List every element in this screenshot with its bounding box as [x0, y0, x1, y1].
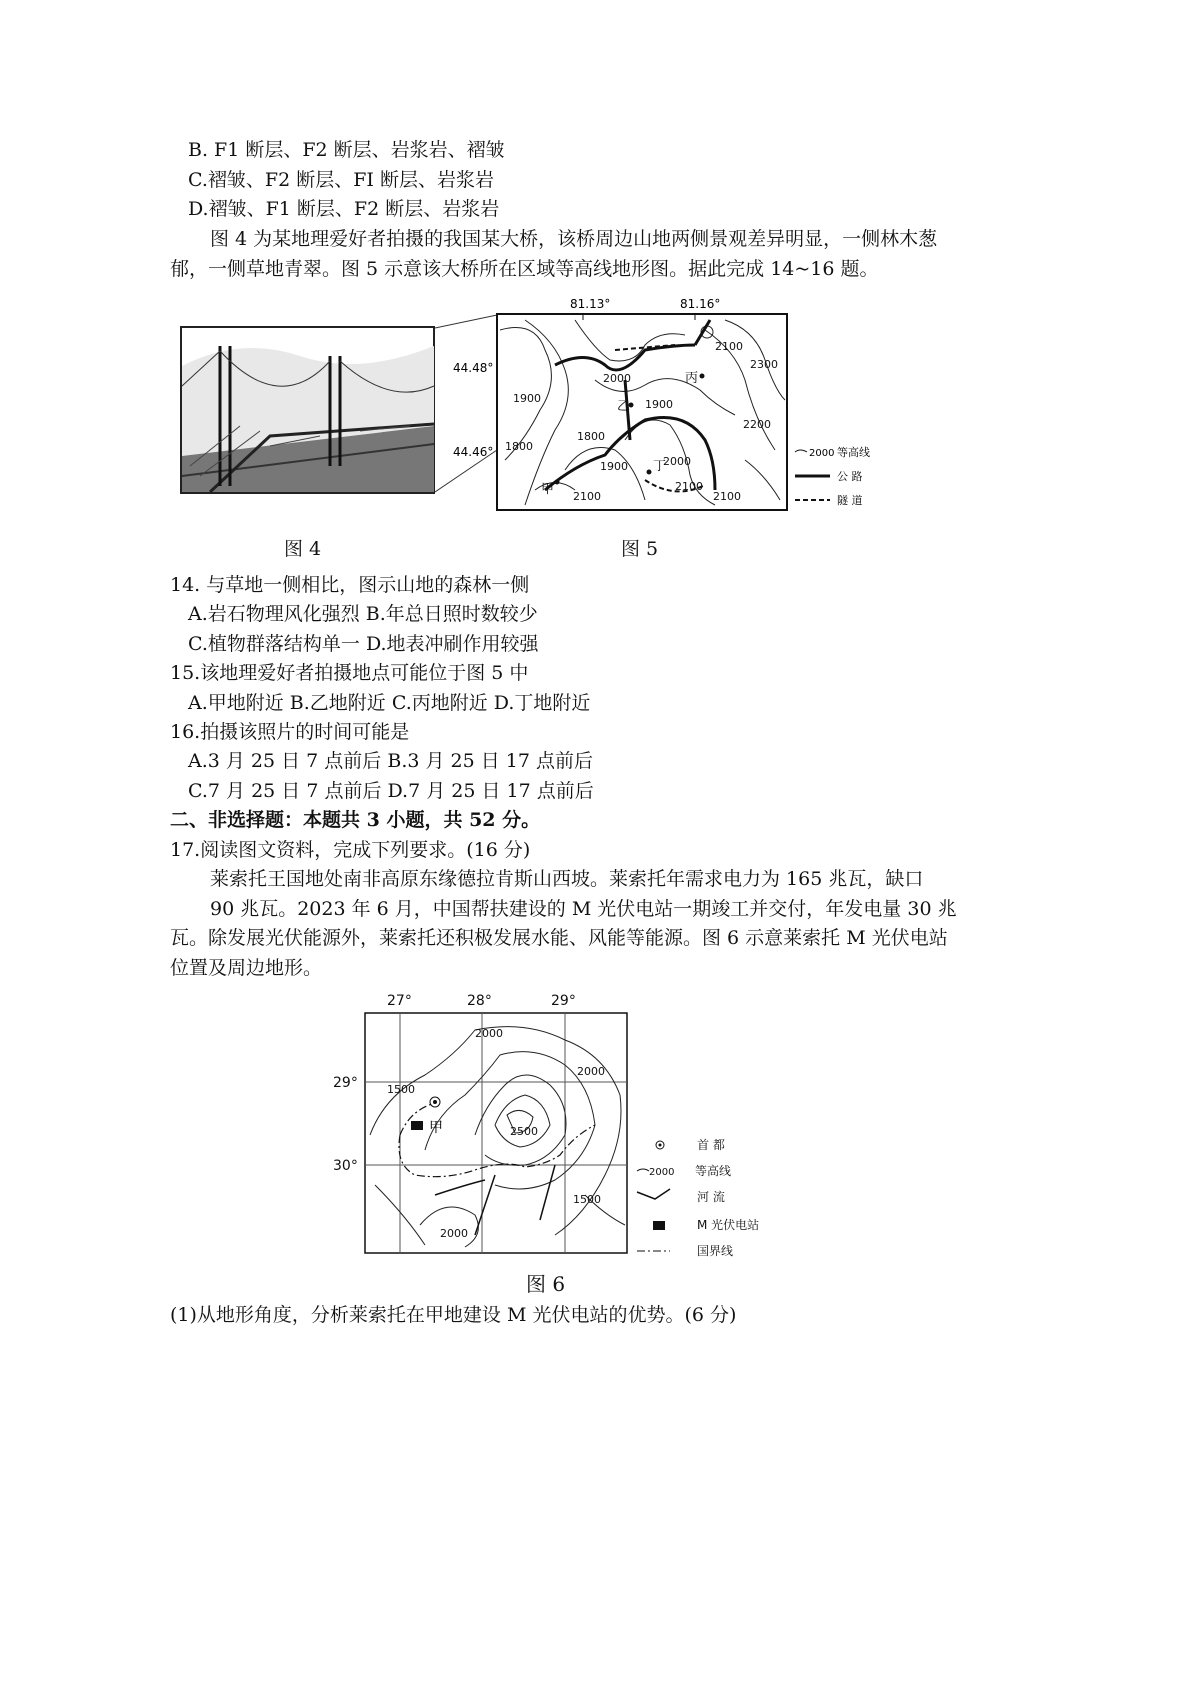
svg-text:1500: 1500: [573, 1193, 601, 1206]
svg-text:1800: 1800: [505, 440, 533, 453]
svg-text:27°: 27°: [387, 993, 412, 1009]
fig6-caption: 图 6: [526, 1272, 566, 1296]
fig5-caption: 图 5: [621, 538, 659, 560]
svg-text:隧 道: 隧 道: [837, 494, 863, 507]
svg-text:首 都: 首 都: [697, 1138, 725, 1152]
q16-options-cd: C.7 月 25 日 7 点前后 D.7 月 25 日 17 点前后: [188, 780, 594, 802]
svg-text:2100: 2100: [675, 480, 703, 493]
fig6-place-jia: 甲: [429, 1120, 443, 1136]
fig5-legend: [795, 445, 870, 507]
place-jia: 甲: [541, 482, 555, 497]
q14-stem: 14. 与草地一侧相比，图示山地的森林一侧: [170, 574, 530, 596]
svg-text:2000: 2000: [440, 1227, 468, 1240]
svg-text:28°: 28°: [467, 993, 492, 1009]
q17-stem: 17.阅读图文资料，完成下列要求。(16 分): [170, 839, 531, 861]
intro-line2: 郁，一侧草地青翠。图 5 示意该大桥所在区域等高线地形图。据此完成 14~16 题。: [170, 258, 879, 280]
svg-text:M 光伏电站: M 光伏电站: [697, 1218, 760, 1232]
svg-text:29°: 29°: [333, 1075, 358, 1091]
q14-options-cd: C.植物群落结构单一 D.地表冲刷作用较强: [188, 633, 539, 655]
svg-text:2100: 2100: [713, 490, 741, 503]
svg-text:1900: 1900: [645, 398, 673, 411]
q15-options: A.甲地附近 B.乙地附近 C.丙地附近 D.丁地附近: [188, 692, 591, 714]
fig5-lat1: 44.48°: [453, 361, 494, 375]
fig5-lon1: 81.13°: [570, 297, 611, 311]
svg-text:国界线: 国界线: [697, 1244, 734, 1258]
svg-text:2000: 2000: [649, 1167, 675, 1178]
svg-text:1900: 1900: [513, 392, 541, 405]
q17-para-line2: 90 兆瓦。2023 年 6 月，中国帮扶建设的 M 光伏电站一期竣工并交付，年发电量 30 兆: [210, 898, 957, 920]
svg-text:2300: 2300: [750, 358, 778, 371]
svg-text:2000: 2000: [663, 455, 691, 468]
svg-text:1800: 1800: [577, 430, 605, 443]
place-bing: 丙: [685, 371, 699, 386]
place-yi: 乙: [617, 399, 631, 414]
svg-text:等高线: 等高线: [837, 446, 870, 459]
q17-para-line1: 莱索托王国地处南非高原东缘德拉肯斯山西坡。莱索托年需求电力为 165 兆瓦，缺口: [210, 868, 924, 890]
q15-stem: 15.该地理爱好者拍摄地点可能位于图 5 中: [170, 662, 529, 684]
q16-options-ab: A.3 月 25 日 7 点前后 B.3 月 25 日 17 点前后: [188, 750, 593, 772]
fig4-photo: [180, 326, 435, 494]
section2-heading: 二、非选择题：本题共 3 小题，共 52 分。: [170, 809, 541, 831]
q16-stem: 16.拍摄该照片的时间可能是: [170, 721, 410, 743]
svg-text:30°: 30°: [333, 1158, 358, 1174]
fig5-contour-map: [445, 290, 875, 520]
svg-text:2500: 2500: [510, 1125, 538, 1138]
fig4-caption: 图 4: [284, 538, 322, 560]
svg-text:1900: 1900: [600, 460, 628, 473]
svg-text:1500: 1500: [387, 1083, 415, 1096]
svg-text:2000: 2000: [577, 1065, 605, 1078]
svg-text:2200: 2200: [743, 418, 771, 431]
place-ding: 丁: [653, 459, 667, 474]
option-c-prev: C.褶皱、F2 断层、FI 断层、岩浆岩: [188, 169, 494, 191]
svg-text:2000: 2000: [603, 372, 631, 385]
svg-text:河 流: 河 流: [697, 1190, 725, 1204]
option-b-prev: B. F1 断层、F2 断层、岩浆岩、褶皱: [188, 139, 505, 161]
option-d-prev: D.褶皱、F1 断层、F2 断层、岩浆岩: [188, 198, 500, 220]
svg-text:公 路: 公 路: [837, 470, 863, 483]
svg-text:2100: 2100: [573, 490, 601, 503]
fig5-lat2: 44.46°: [453, 445, 494, 459]
svg-text:2000: 2000: [809, 448, 835, 459]
q14-options-ab: A.岩石物理风化强烈 B.年总日照时数较少: [188, 603, 538, 625]
fig6-legend: [637, 1137, 759, 1258]
svg-text:29°: 29°: [551, 993, 576, 1009]
svg-text:2100: 2100: [715, 340, 743, 353]
svg-text:等高线: 等高线: [695, 1164, 732, 1178]
pv-station-marker: [411, 1121, 423, 1130]
fig5-lon2: 81.16°: [680, 297, 721, 311]
fig6-map: [325, 985, 795, 1265]
q17-para-line3: 瓦。除发展光伏能源外，莱索托还积极发展水能、风能等能源。图 6 示意莱索托 M 光伏电站: [170, 927, 948, 949]
svg-text:2000: 2000: [475, 1027, 503, 1040]
q17-sub1: (1)从地形角度，分析莱索托在甲地建设 M 光伏电站的优势。(6 分): [170, 1304, 737, 1326]
intro-line1: 图 4 为某地理爱好者拍摄的我国某大桥，该桥周边山地两侧景观差异明显，一侧林木葱: [210, 228, 938, 250]
q17-para-line4: 位置及周边地形。: [170, 957, 323, 979]
